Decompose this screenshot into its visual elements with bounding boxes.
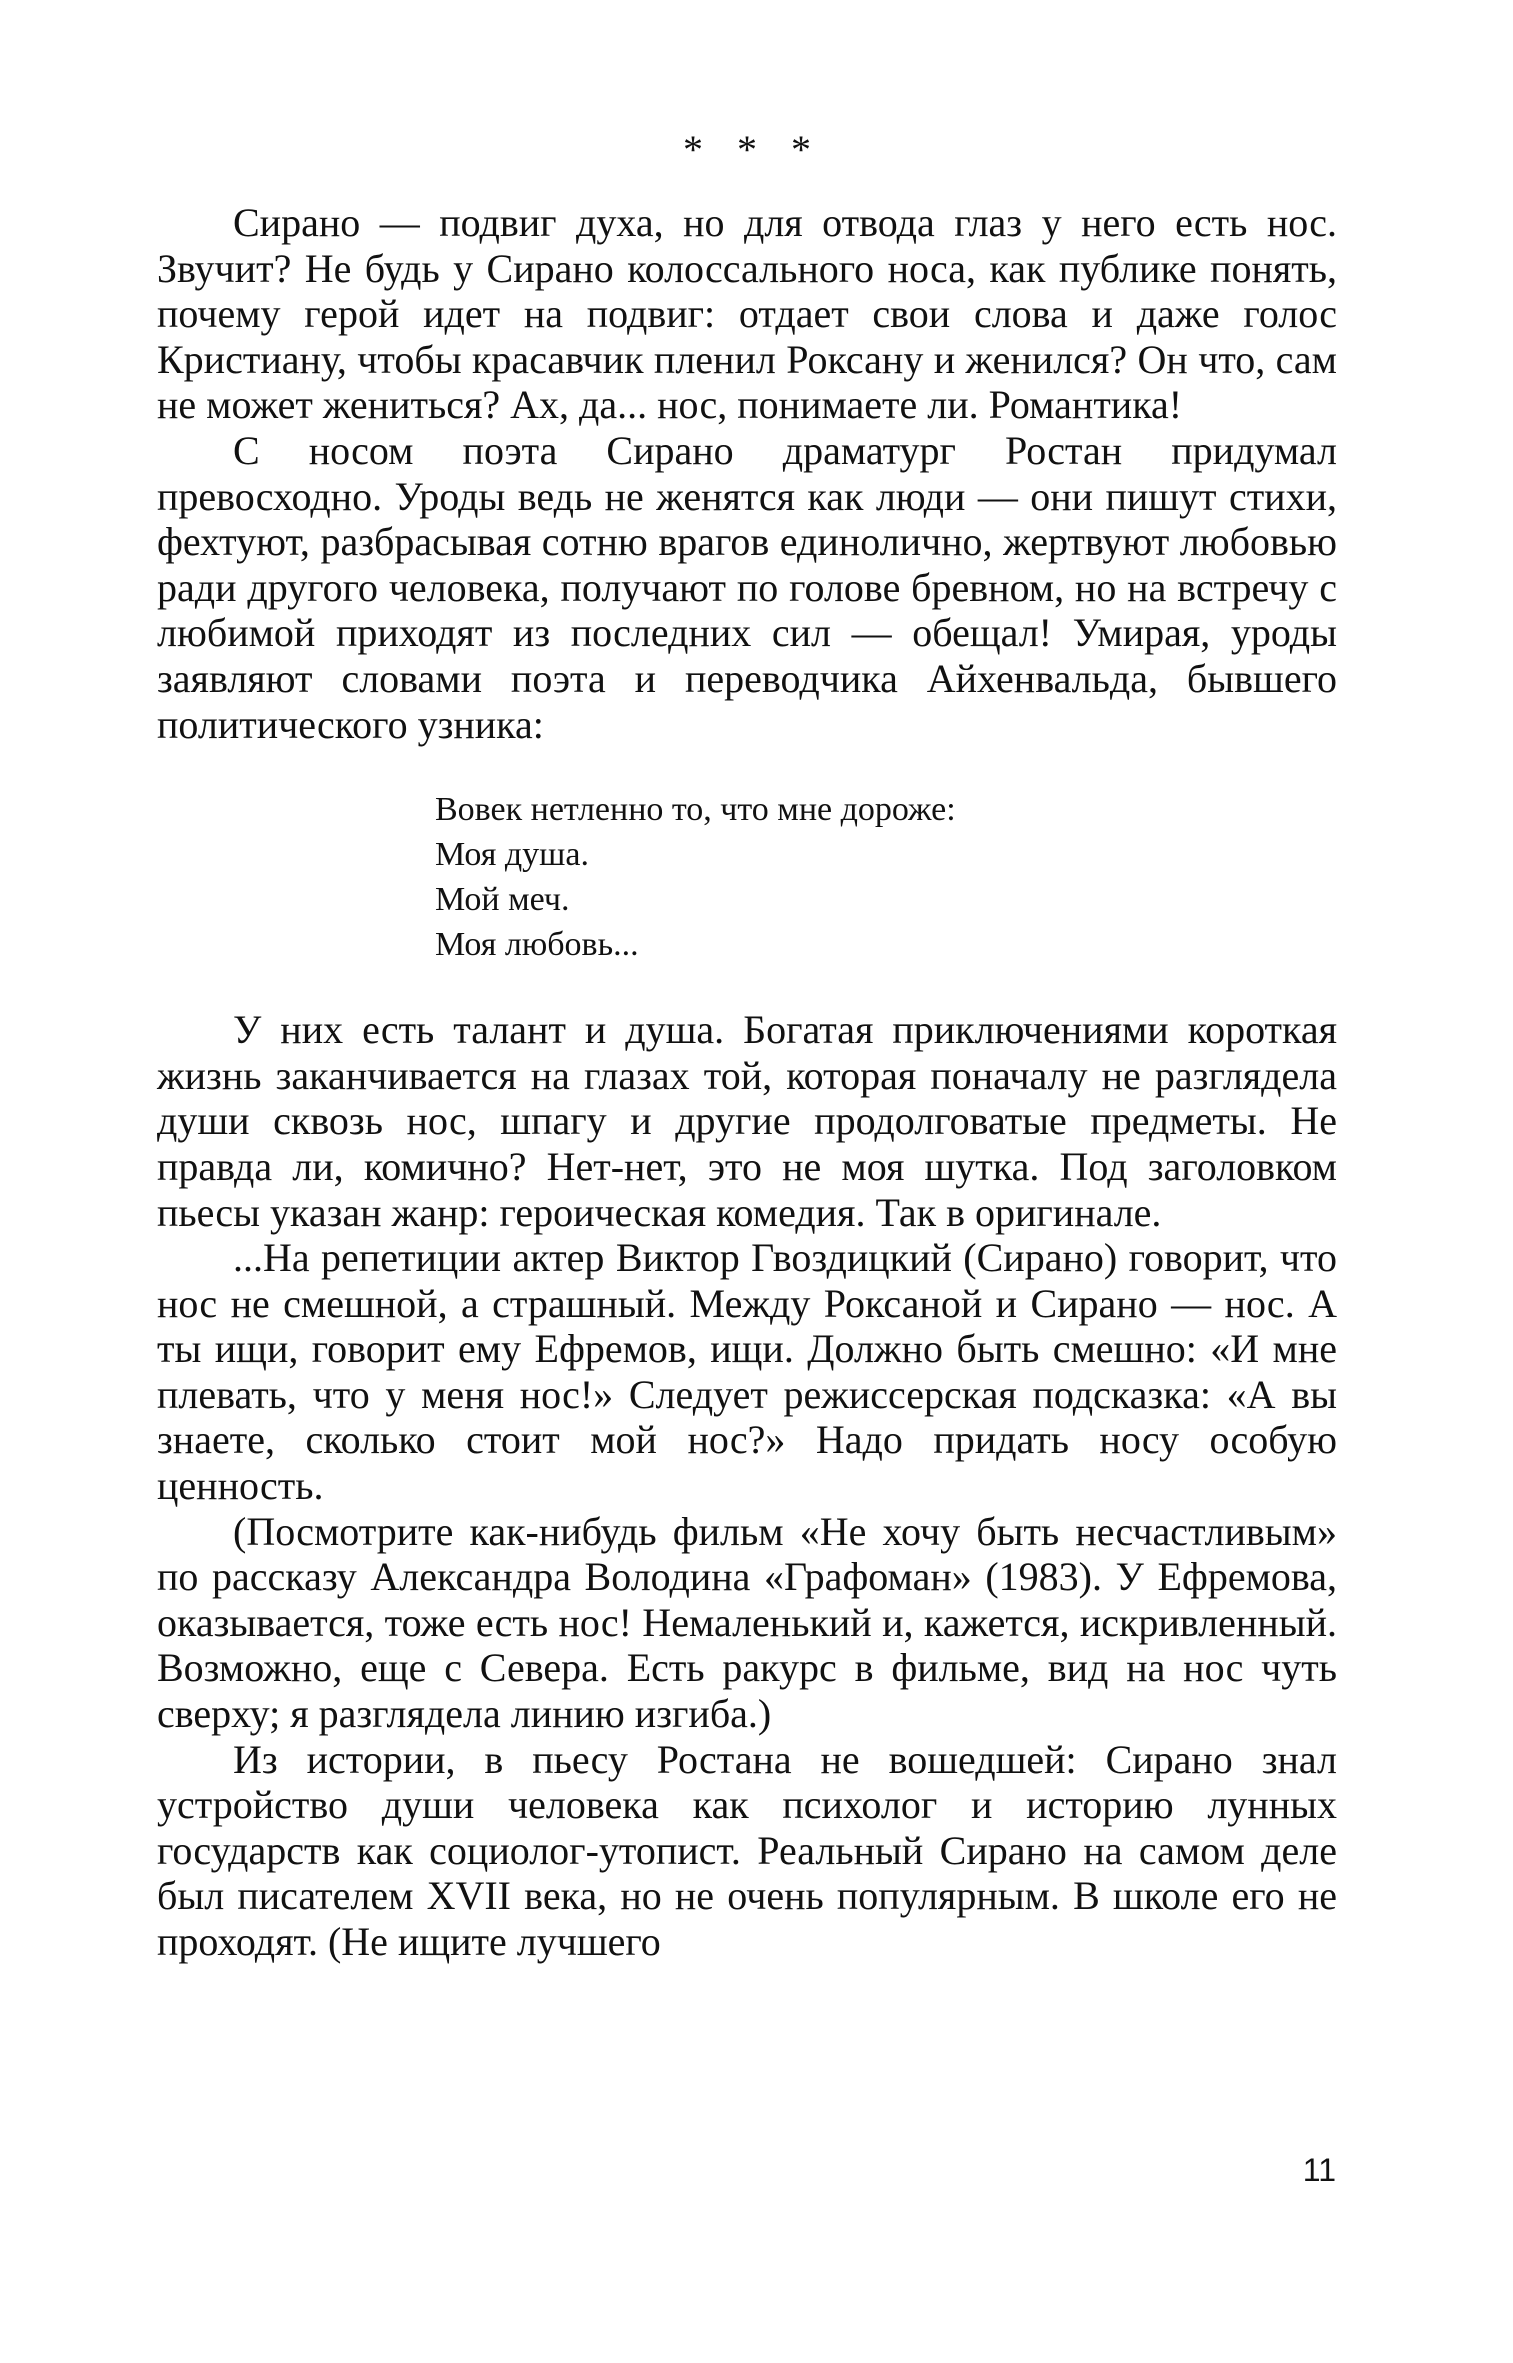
verse-quote	[435, 787, 1337, 967]
paragraph: С носом поэта Сирано драматург Ростан придумал превосходно. Уроды ведь не женятся как люди — они пишут стихи, фехтуют, разбрасывая сотню врагов единолично, жертвуют любовью ради другого человека, получают по голове бревном, но на встречу с любимой приходят из последних сил — обещал! Умирая, уроды заявляют словами поэта и переводчика Айхенвальда, бывшего политического узника:	[157, 427, 1337, 747]
section-break: * * *	[683, 127, 823, 172]
page-body	[157, 127, 1337, 1965]
paragraph: Сирано — подвиг духа, но для отвода глаз у него есть нос. Звучит? Не будь у Сирано колоссального носа, как публике понять, почему герой идет на подвиг: отдает свои слова и даже голос Кристиану, чтобы красавчик пленил Роксану и женился? Он что, сам не может жениться? Ах, да... нос, понимаете ли. Романтика!	[157, 200, 1337, 428]
verse-line: Моя любовь...	[435, 926, 639, 964]
page-number: 11	[1302, 2152, 1336, 2188]
paragraph: (Посмотрите как-нибудь фильм «Не хочу быть несчастливым» по рассказу Александра Володина «Графоман» (1983). У Ефремова, оказывается, тоже есть нос! Немаленький и, кажется, искривленный. Возможно, еще с Севера. Есть ракурс в фильме, вид на нос чуть сверху; я разглядела линию изгиба.)	[157, 1508, 1337, 1737]
verse-line: Вовек нетленно то, что мне дороже:	[435, 791, 956, 829]
paragraph: У них есть талант и душа. Богатая приключениями короткая жизнь заканчивается на глазах той, которая поначалу не разглядела души сквозь нос, шпагу и другие продолговатые предметы. Не правда ли, комично? Нет-нет, это не моя шутка. Под заголовком пьесы указан жанр: героическая комедия. Так в оригинале.	[157, 1007, 1337, 1235]
paragraph: ...На репетиции актер Виктор Гвоздицкий (Сирано) говорит, что нос не смешной, а страшный. Между Роксаной и Сирано — нос. А ты ищи, говорит ему Ефремов, ищи. Должно быть смешно: «И мне плевать, что у меня нос!» Следует режиссерская подсказка: «А вы знаете, сколько стоит мой нос?» Надо придать носу особую ценность.	[157, 1235, 1337, 1509]
verse-line: Моя душа.	[435, 836, 589, 874]
paragraph: Из истории, в пьесу Ростана не вошедшей: Сирано знал устройство души человека как психолог и историю лунных государств как социолог-утопист. Реальный Сирано на самом деле был писателем XVII века, но не очень популярным. В школе его не проходят. (Не ищите лучшего	[157, 1736, 1337, 1964]
verse-line: Мой меч.	[435, 881, 570, 919]
